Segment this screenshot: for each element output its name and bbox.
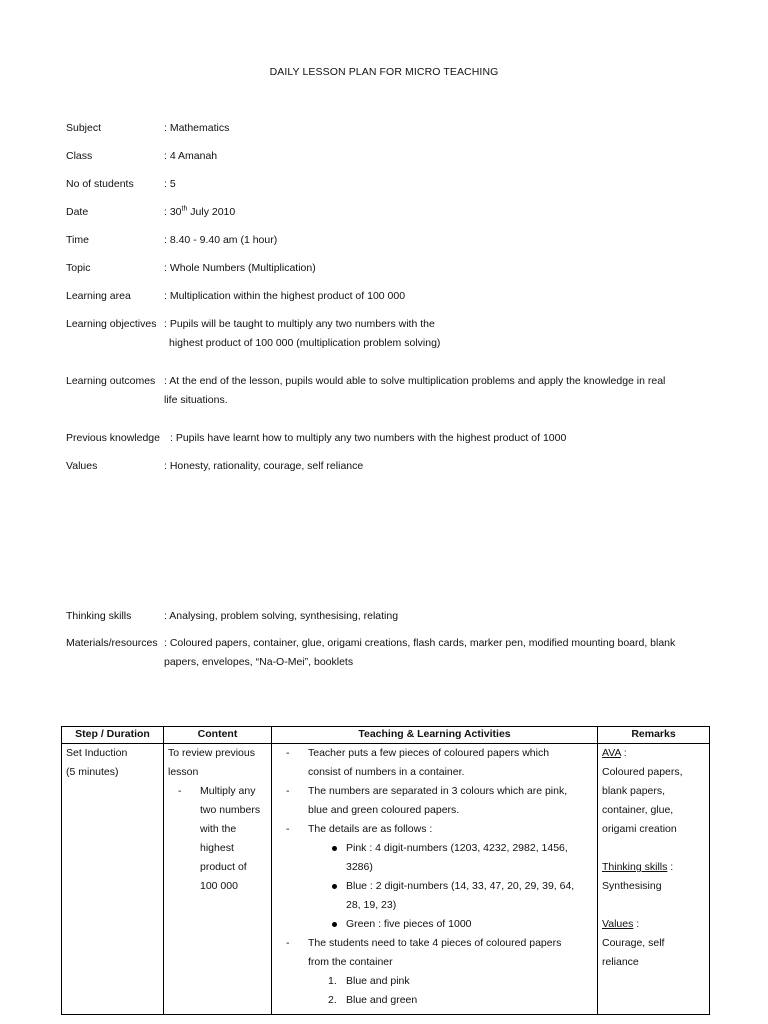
activity-item bbox=[276, 782, 593, 820]
dash-marker: - bbox=[286, 747, 290, 759]
thinking-skills-remark-value: Synthesising bbox=[602, 880, 662, 892]
activity-line: consist of numbers in a container. bbox=[308, 766, 465, 778]
students-label: No of students bbox=[66, 178, 134, 190]
content-item bbox=[168, 782, 267, 896]
values-heading bbox=[602, 915, 705, 934]
materials-label: Materials/resources bbox=[66, 637, 158, 649]
learning-area-value: : Multiplication within the highest product of 100 000 bbox=[164, 290, 406, 302]
content-item-line: Multiply any bbox=[200, 785, 256, 797]
thinking-skills-heading bbox=[602, 858, 705, 877]
step-duration: (5 minutes) bbox=[66, 766, 119, 778]
dash-marker: - bbox=[286, 823, 290, 835]
ava-heading bbox=[602, 744, 705, 763]
content-item-line: 100 000 bbox=[200, 880, 238, 892]
class-label: Class bbox=[66, 150, 93, 162]
content-item-line: highest bbox=[200, 842, 234, 854]
materials-line1: : Coloured papers, container, glue, origami creations, flash cards, marker pen, modified mounting board, blank bbox=[164, 637, 676, 649]
dash-marker: - bbox=[178, 785, 182, 797]
time-label: Time bbox=[66, 234, 89, 246]
thinking-sep: : bbox=[667, 861, 674, 873]
remarks-cell bbox=[598, 744, 710, 1015]
learning-outcomes-line2: life situations. bbox=[164, 394, 228, 406]
learning-objectives-line2: highest product of 100 000 (multiplication problem solving) bbox=[169, 337, 441, 349]
ava-item: blank papers, bbox=[602, 785, 666, 797]
activity-item bbox=[276, 744, 593, 782]
lesson-plan-table bbox=[61, 726, 710, 1015]
activities-cell bbox=[272, 744, 598, 1015]
bullet-line: Blue : 2 digit-numbers (14, 33, 47, 20, 29, 39, 64, bbox=[346, 880, 575, 892]
dash-marker: - bbox=[286, 937, 290, 949]
bullet-icon bbox=[332, 846, 337, 851]
number-marker: 2. bbox=[328, 994, 337, 1006]
date-day: : 30 bbox=[164, 206, 182, 218]
ava-sep: : bbox=[620, 747, 627, 759]
bullet-line: 28, 19, 23) bbox=[346, 899, 397, 911]
subject-label: Subject bbox=[66, 122, 102, 134]
values-label: Values bbox=[66, 460, 98, 472]
content-intro-line: To review previous bbox=[168, 747, 255, 759]
bullet-line: 3286) bbox=[346, 861, 373, 873]
thinking-skills-value: : Analysing, problem solving, synthesising, relating bbox=[164, 610, 399, 622]
topic-value: : Whole Numbers (Multiplication) bbox=[164, 262, 316, 274]
header-activities: Teaching & Learning Activities bbox=[272, 727, 598, 744]
thinking-skills-label: Thinking skills bbox=[66, 610, 132, 622]
ava-label: AVA bbox=[602, 747, 621, 759]
header-step-duration: Step / Duration bbox=[62, 727, 164, 744]
activity-line: blue and green coloured papers. bbox=[308, 804, 460, 816]
numbered-line: Blue and pink bbox=[346, 975, 410, 987]
learning-objectives-line1: : Pupils will be taught to multiply any two numbers with the bbox=[164, 318, 435, 330]
ava-item: container, glue, bbox=[602, 804, 674, 816]
topic-label: Topic bbox=[66, 262, 91, 274]
bullet-item-green bbox=[276, 915, 593, 934]
values-remark-item: Courage, self bbox=[602, 937, 665, 949]
subject-value: : Mathematics bbox=[164, 122, 230, 134]
header-remarks: Remarks bbox=[598, 727, 710, 744]
bullet-icon bbox=[332, 884, 337, 889]
date-value bbox=[164, 206, 235, 218]
table-header-row bbox=[62, 727, 710, 744]
bullet-line: Green : five pieces of 1000 bbox=[346, 918, 472, 930]
ava-item: Coloured papers, bbox=[602, 766, 683, 778]
page-title: DAILY LESSON PLAN FOR MICRO TEACHING bbox=[269, 66, 499, 78]
students-value: : 5 bbox=[164, 178, 176, 190]
content-item-line: product of bbox=[200, 861, 247, 873]
materials-line2: papers, envelopes, “Na-O-Mei”, booklets bbox=[164, 656, 354, 668]
date-label: Date bbox=[66, 206, 89, 218]
step-name: Set Induction bbox=[66, 747, 128, 759]
date-ordinal: th bbox=[181, 205, 188, 213]
activity-line: The numbers are separated in 3 colours which are pink, bbox=[308, 785, 568, 797]
table-row bbox=[62, 744, 710, 1015]
activity-item bbox=[276, 820, 593, 839]
numbered-line: Blue and green bbox=[346, 994, 418, 1006]
activity-line: Teacher puts a few pieces of coloured papers which bbox=[308, 747, 550, 759]
learning-objectives-label: Learning objectives bbox=[66, 318, 157, 330]
dash-marker: - bbox=[286, 785, 290, 797]
learning-area-label: Learning area bbox=[66, 290, 131, 302]
bullet-line: Pink : 4 digit-numbers (1203, 4232, 2982, 1456, bbox=[346, 842, 568, 854]
bullet-item-blue bbox=[276, 877, 593, 915]
values-remark-item: reliance bbox=[602, 956, 639, 968]
content-item-line: with the bbox=[200, 823, 237, 835]
ava-item: origami creation bbox=[602, 823, 677, 835]
previous-knowledge-label: Previous knowledge bbox=[66, 432, 160, 444]
activity-line: The details are as follows : bbox=[308, 823, 433, 835]
bullet-item-pink bbox=[276, 839, 593, 877]
number-marker: 1. bbox=[328, 975, 337, 987]
numbered-item bbox=[276, 991, 593, 1010]
step-cell bbox=[62, 744, 164, 1015]
numbered-item bbox=[276, 972, 593, 991]
values-value: : Honesty, rationality, courage, self reliance bbox=[164, 460, 364, 472]
learning-outcomes-line1: : At the end of the lesson, pupils would able to solve multiplication problems and apply the knowledge in real bbox=[164, 375, 666, 387]
spacer bbox=[602, 896, 705, 915]
class-value: : 4 Amanah bbox=[164, 150, 218, 162]
previous-knowledge-value: : Pupils have learnt how to multiply any two numbers with the highest product of 1000 bbox=[170, 432, 567, 444]
date-month-year: July 2010 bbox=[187, 206, 236, 218]
content-cell bbox=[164, 744, 272, 1015]
activity-item bbox=[276, 934, 593, 972]
content-intro-line: lesson bbox=[168, 766, 199, 778]
spacer bbox=[602, 839, 705, 858]
values-sep: : bbox=[633, 918, 640, 930]
thinking-skills-remark-label: Thinking skills bbox=[602, 861, 668, 873]
header-content: Content bbox=[164, 727, 272, 744]
activity-line: The students need to take 4 pieces of coloured papers bbox=[308, 937, 562, 949]
bullet-icon bbox=[332, 922, 337, 927]
content-item-line: two numbers bbox=[200, 804, 261, 816]
activity-line: from the container bbox=[308, 956, 393, 968]
values-remark-label: Values bbox=[602, 918, 634, 930]
time-value: : 8.40 - 9.40 am (1 hour) bbox=[164, 234, 278, 246]
learning-outcomes-label: Learning outcomes bbox=[66, 375, 156, 387]
